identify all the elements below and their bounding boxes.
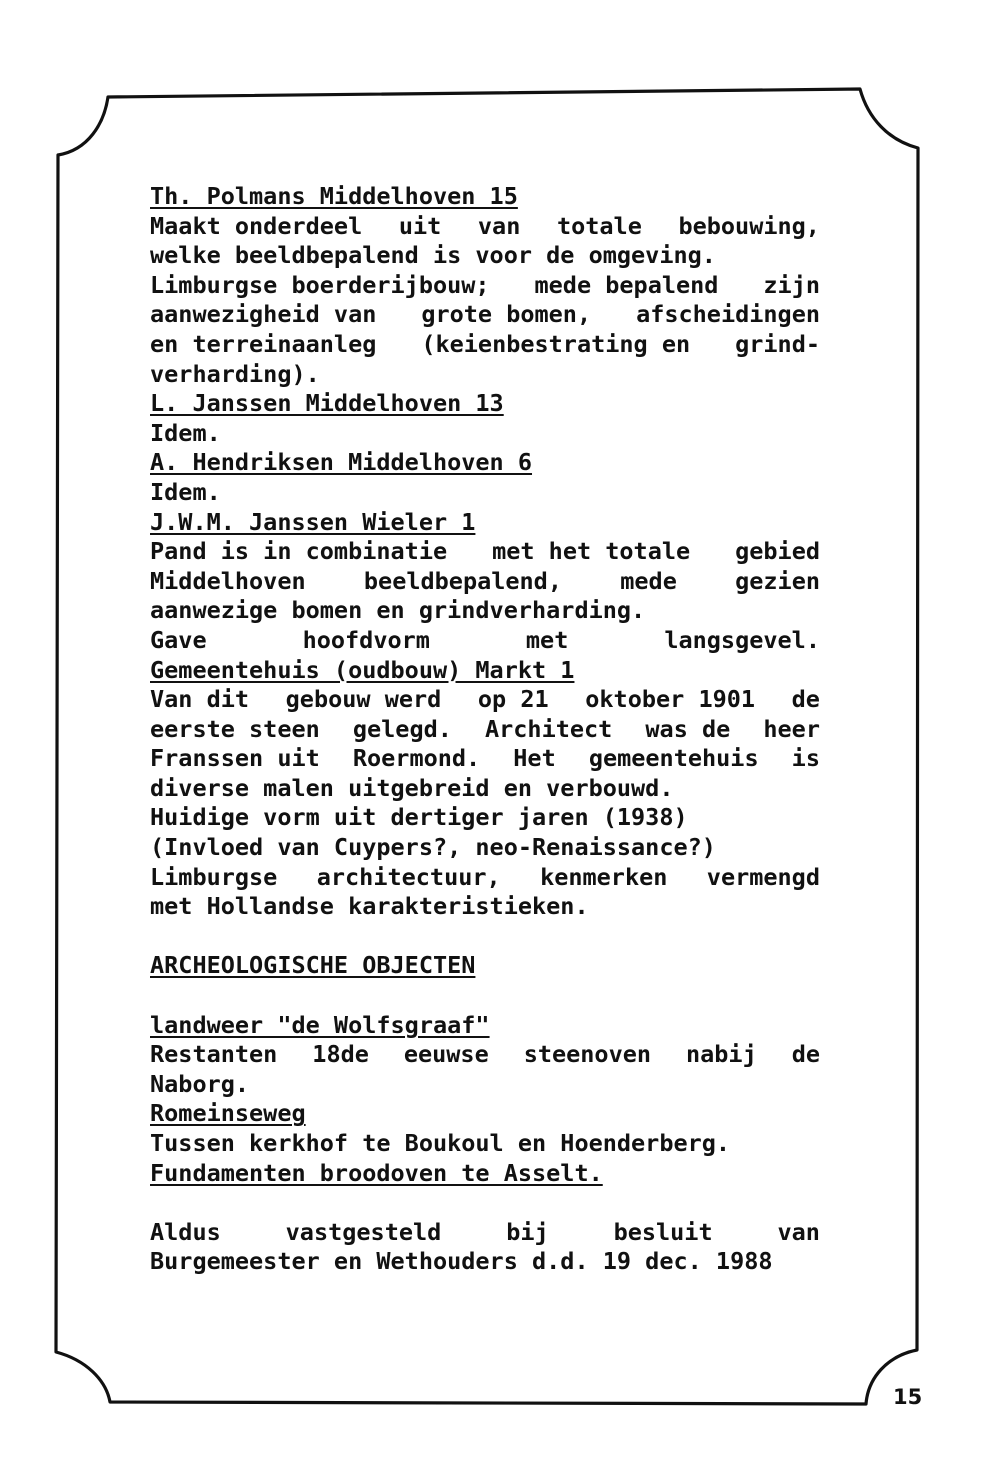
object-entry	[150, 1011, 820, 1100]
entry-heading-row	[150, 656, 820, 686]
text-segment: langsgevel.	[664, 625, 820, 654]
entry-heading: Romeinseweg	[150, 1099, 306, 1128]
spacer	[150, 1188, 820, 1218]
body-text-line: aanwezige bomen en grindverharding.	[150, 596, 646, 625]
entry-heading: A. Hendriksen Middelhoven 6	[150, 448, 533, 477]
text-segment: kenmerken	[540, 862, 668, 891]
text-segment: grote bomen,	[421, 300, 592, 329]
body-text-line: Idem.	[150, 418, 221, 447]
body-text-line: met Hollandse karakteristieken.	[150, 892, 589, 921]
building-entry	[150, 389, 820, 448]
text-segment: gezien	[735, 566, 820, 595]
entry-heading-row	[150, 508, 820, 538]
text-segment: architectuur,	[316, 862, 501, 891]
text-segment: op 21	[477, 685, 549, 714]
closing-line: Burgemeester en Wethouders d.d. 19 dec. 1988	[150, 1247, 773, 1276]
building-entry	[150, 656, 820, 922]
body-text-line	[150, 863, 820, 893]
text-segment: Roermond.	[352, 744, 481, 773]
text-segment: 18de	[312, 1040, 369, 1069]
text-segment: (keienbestrating en	[421, 329, 691, 358]
closing-statement	[150, 1218, 820, 1277]
closing-line	[150, 1218, 820, 1248]
body-text-line	[150, 1040, 820, 1070]
entry-heading-row	[150, 1099, 820, 1129]
body-text-line	[150, 685, 820, 715]
entry-heading: landweer "de Wolfsgraaf"	[150, 1010, 490, 1039]
text-segment: Restanten	[150, 1040, 278, 1069]
text-segment: van	[777, 1217, 820, 1246]
text-segment: was de	[645, 714, 731, 743]
body-text-line: (Invloed van Cuypers?, neo-Renaissance?)	[150, 833, 716, 862]
text-segment: aanwezigheid van	[150, 300, 377, 329]
entry-heading-row	[150, 389, 820, 419]
entry-heading-row	[150, 448, 820, 478]
section-title: ARCHEOLOGISCHE OBJECTEN	[150, 951, 476, 980]
body-text-line: Idem.	[150, 477, 221, 506]
entry-heading-row	[150, 182, 820, 212]
building-entries	[150, 182, 820, 922]
text-segment: mede	[620, 566, 677, 595]
text-segment: de	[791, 685, 820, 714]
text-segment: besluit	[613, 1217, 713, 1246]
body-text-line: Huidige vorm uit dertiger jaren (1938)	[150, 803, 688, 832]
building-entry	[150, 508, 820, 656]
entry-heading-row	[150, 1011, 820, 1041]
text-segment: uit	[398, 211, 442, 240]
text-segment: Franssen uit	[150, 744, 320, 773]
text-segment: steenoven	[523, 1040, 652, 1069]
text-segment: Limburgse boerderijbouw;	[150, 270, 490, 299]
spacer	[150, 981, 820, 1011]
text-segment: gebouw werd	[285, 685, 442, 714]
text-segment: oktober 1901	[585, 685, 756, 714]
text-segment: eerste steen	[150, 714, 320, 743]
text-segment: Van dit	[150, 685, 250, 714]
text-segment: gebied	[735, 537, 820, 566]
page-number: 15	[893, 1385, 923, 1409]
text-segment: Pand is in combinatie	[150, 537, 448, 566]
text-segment: totale	[556, 211, 642, 240]
body-text-line	[150, 330, 820, 360]
text-segment: Middelhoven	[150, 566, 306, 595]
text-segment: met het totale	[492, 537, 691, 566]
text-segment: gelegd.	[352, 714, 452, 743]
text-segment: vastgesteld	[285, 1217, 442, 1246]
text-segment: bebouwing,	[678, 211, 820, 240]
document-body	[150, 182, 820, 1277]
body-text-line: Naborg.	[150, 1069, 250, 1098]
text-segment: Limburgse	[150, 862, 278, 891]
text-segment: Het	[513, 744, 556, 773]
object-entry	[150, 1159, 820, 1189]
text-segment: van	[477, 211, 521, 240]
text-segment: is	[791, 744, 820, 773]
body-text-line: Tussen kerkhof te Boukoul en Hoenderberg.	[150, 1129, 731, 1157]
body-text-line: verharding).	[150, 359, 320, 388]
text-segment: Gave	[150, 625, 207, 654]
text-segment: beeldbepalend,	[363, 566, 562, 595]
text-segment: vermengd	[706, 862, 820, 891]
entry-heading: L. Janssen Middelhoven 13	[150, 389, 504, 418]
text-segment: zijn	[763, 270, 820, 299]
entry-heading-row	[150, 1159, 820, 1189]
text-segment: nabij	[685, 1040, 757, 1069]
body-text-line: welke beeldbepalend is voor de omgeving.	[150, 241, 716, 270]
spacer	[150, 922, 820, 952]
entry-heading: Th. Polmans Middelhoven 15	[150, 182, 518, 210]
body-text-line	[150, 715, 820, 745]
body-text-line: diverse malen uitgebreid en verbouwd.	[150, 773, 674, 802]
text-segment: grind-	[735, 329, 820, 358]
body-text-line	[150, 626, 820, 656]
body-text-line	[150, 537, 820, 567]
body-text-line	[150, 300, 820, 330]
body-text-line	[150, 271, 820, 301]
text-segment: gemeentehuis	[588, 744, 759, 773]
text-segment: en terreinaanleg	[150, 329, 377, 358]
text-segment: Maakt onderdeel	[150, 211, 363, 240]
object-entry	[150, 1099, 820, 1158]
body-text-line	[150, 212, 820, 242]
building-entry	[150, 448, 820, 507]
text-segment: mede bepalend	[534, 270, 719, 299]
archaeological-objects	[150, 1011, 820, 1189]
text-segment: afscheidingen	[636, 300, 820, 329]
entry-heading: Gemeentehuis (oudbouw) Markt 1	[150, 655, 575, 684]
text-segment: met	[525, 625, 569, 654]
text-segment: hoofdvorm	[302, 625, 430, 654]
text-segment: Architect	[484, 714, 613, 743]
text-segment: heer	[763, 714, 820, 743]
entry-heading: J.W.M. Janssen Wieler 1	[150, 507, 476, 536]
building-entry	[150, 182, 820, 389]
body-text-line	[150, 744, 820, 774]
text-segment: eeuwse	[403, 1040, 489, 1069]
body-text-line	[150, 567, 820, 597]
entry-heading: Fundamenten broodoven te Asselt.	[150, 1158, 603, 1187]
text-segment: Aldus	[150, 1217, 221, 1246]
text-segment: bij	[506, 1217, 549, 1246]
text-segment: de	[791, 1040, 820, 1069]
